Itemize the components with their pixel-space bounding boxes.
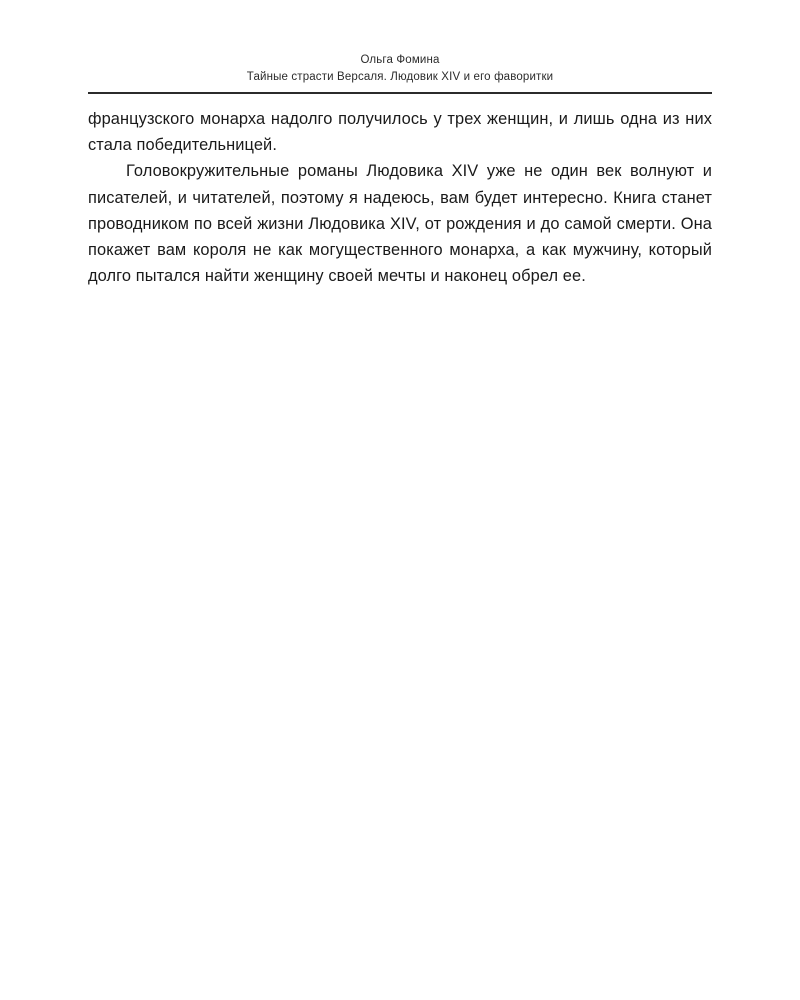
running-head-title: Тайные страсти Версаля. Людовик XIV и его фаворитки xyxy=(246,71,554,83)
paragraph-main: Головокружительные романы Людовика XIV уже не один век волнуют и писателей, и читателей, поэтому я надеюсь, вам будет интересно. Книга станет проводником по всей жизни Людовика XIV, от рождения и до самой смерти. Она покажет вам короля не как могущественного монарха, а как мужчину, который долго пытался найти женщину своей мечты и наконец обрел ее. xyxy=(88,162,712,286)
header-divider-rule xyxy=(88,92,712,94)
running-head-author: Ольга Фомина xyxy=(360,54,440,66)
paragraph-continued: французского монарха надолго получилось у трех женщин, и лишь одна из них стала победительницей. xyxy=(88,110,712,155)
body-text xyxy=(88,106,712,289)
running-head xyxy=(88,52,712,86)
